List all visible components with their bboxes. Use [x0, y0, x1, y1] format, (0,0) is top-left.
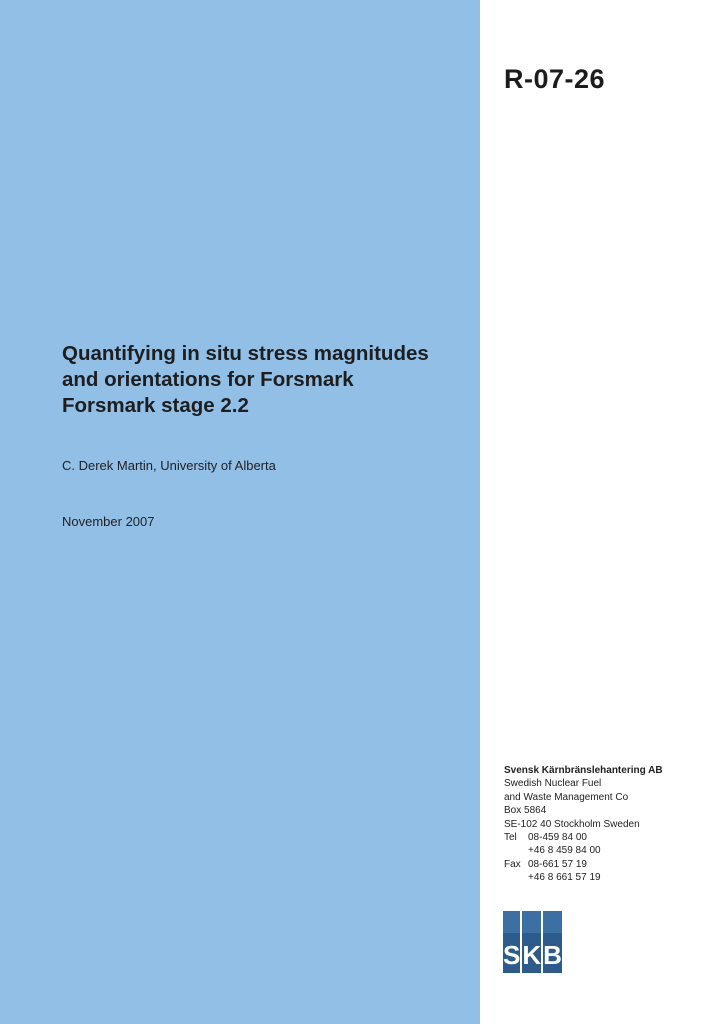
report-number: R-07-26: [504, 64, 606, 94]
skb-logo: [503, 911, 560, 973]
title-line: and orientations for Forsmark: [62, 368, 354, 391]
publisher-tel-row: [504, 831, 714, 844]
publication-date: November 2007: [62, 514, 155, 529]
publisher-company: Svensk Kärnbränslehantering AB: [504, 765, 663, 776]
fax-domestic: 08-661 57 19: [528, 858, 587, 870]
author: C. Derek Martin, University of Alberta: [62, 458, 276, 473]
logo-letter: K: [522, 940, 542, 970]
logo-block: [543, 911, 562, 973]
title-line: Forsmark stage 2.2: [62, 394, 249, 417]
tel-international: +46 8 459 84 00: [528, 845, 601, 857]
logo-block: [503, 911, 520, 973]
publisher-address: SE-102 40 Stockholm Sweden: [504, 818, 640, 830]
logo-letter: B: [543, 940, 562, 970]
tel-label: Tel: [504, 832, 517, 844]
publisher-name-line: Swedish Nuclear Fuel: [504, 778, 602, 790]
logo-block: [522, 911, 541, 973]
publisher-fax-row: [504, 858, 714, 871]
title-line: Quantifying in situ stress magnitudes: [62, 342, 429, 365]
publisher-fax-intl-row: [504, 871, 714, 884]
document-title: [62, 341, 472, 419]
publisher-box: Box 5864: [504, 805, 547, 817]
logo-letter: S: [503, 940, 521, 970]
publisher-tel-intl-row: [504, 844, 714, 857]
tel-domestic: 08-459 84 00: [528, 832, 587, 844]
fax-label: Fax: [504, 858, 521, 870]
publisher-info: [504, 764, 714, 885]
fax-international: +46 8 661 57 19: [528, 872, 601, 884]
publisher-name-line: and Waste Management Co: [504, 791, 629, 803]
